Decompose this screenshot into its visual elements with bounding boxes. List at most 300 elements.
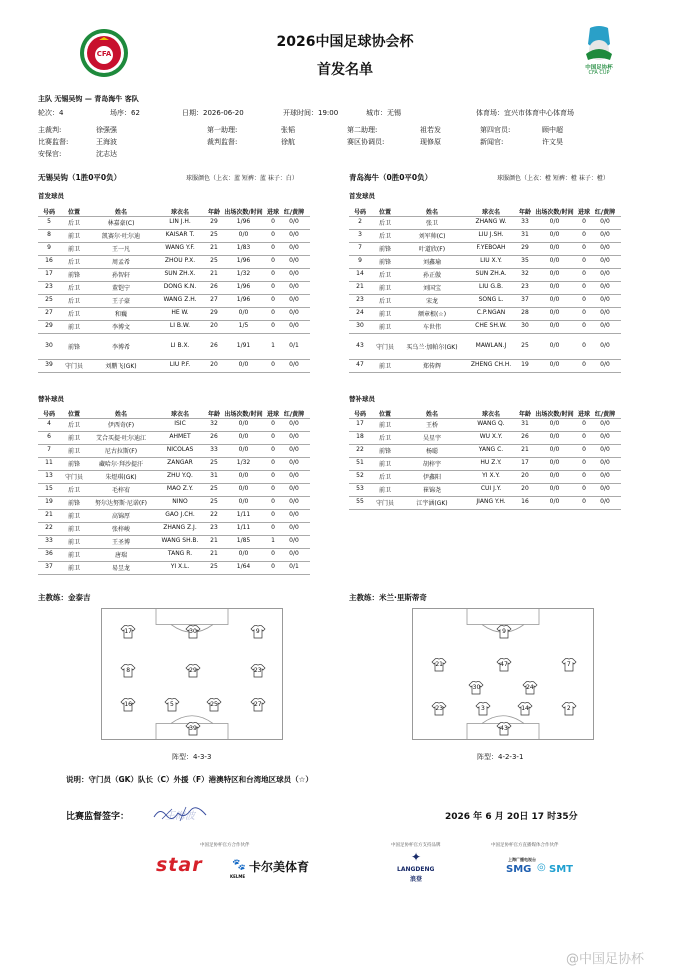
- away-subs-cell: 吴星宇: [422, 435, 441, 442]
- away-subs-cell: 0/0: [600, 433, 610, 440]
- home-starters-cell: 25: [45, 296, 53, 303]
- away-subs-cell: 0/0: [549, 459, 560, 466]
- home-subs-divider: [38, 522, 310, 523]
- home-starters-cell: 0: [271, 283, 275, 290]
- away-subs-cell: 0/0: [549, 433, 560, 440]
- home-starters-cell: 0/0: [289, 361, 299, 368]
- home-subs-cell: 0/0: [289, 485, 299, 492]
- official-name: 现修原: [420, 138, 441, 146]
- away-starters-cell: 前卫: [378, 285, 391, 292]
- away-subs-header-cell: 号码: [353, 411, 366, 418]
- home-starters-header-cell: 进球: [266, 209, 279, 216]
- away-starters-cell: 0: [582, 231, 586, 238]
- away-starters-heading: 首发球员: [349, 192, 375, 200]
- home-starters-cell: 林嘉豪(C): [107, 220, 135, 227]
- away-starters-header-cell: 年龄: [518, 209, 531, 216]
- home-subs-header-cell: 年龄: [207, 411, 220, 418]
- official-label: 第二助理:: [347, 126, 378, 134]
- player-number: 9: [255, 628, 260, 636]
- away-starters-cell: 0/0: [549, 361, 560, 368]
- home-subs-divider: [38, 574, 310, 575]
- home-subs-cell: GAO J.CH.: [165, 511, 195, 518]
- home-starters-header-cell: 姓名: [114, 209, 127, 216]
- home-starters-divider: [38, 320, 310, 321]
- sponsor-caption-official: 中国足协杯官方合作伙伴: [200, 843, 250, 848]
- away-starters-cell: 28: [521, 309, 529, 316]
- away-starters-cell: CHE SH.W.: [475, 322, 507, 329]
- away-subs-cell: 0: [582, 433, 586, 440]
- away-formation: 阵型：4-2-3-1: [477, 753, 524, 761]
- away-starters-cell: 3: [358, 231, 362, 238]
- away-subs-cell: 江宇涵(GK): [416, 500, 448, 507]
- official-label: 第一助理:: [207, 126, 238, 134]
- home-starters-cell: 李博文: [111, 324, 130, 331]
- player-number: 23: [253, 666, 262, 674]
- home-starters-cell: 21: [210, 270, 218, 277]
- home-starters-cell: 0/0: [289, 257, 299, 264]
- home-starters-divider: [38, 255, 310, 256]
- home-starters-header-cell: 号码: [42, 209, 55, 216]
- player-number: 2: [566, 704, 571, 712]
- home-subs-cell: 32: [210, 420, 218, 427]
- sponsor-caption-media: 中国足协杯官方直播媒体合作伙伴: [491, 843, 559, 848]
- home-subs-header-cell: 进球: [266, 411, 279, 418]
- home-starters-cell: 20: [210, 361, 218, 368]
- away-coach: [349, 592, 427, 603]
- kickoff-time: 开球时间：19:00: [283, 109, 339, 117]
- away-subs-cell: 前卫: [378, 487, 391, 494]
- home-starters-cell: 王一凡: [111, 246, 130, 253]
- away-subs-cell: 26: [521, 433, 529, 440]
- away-subs-header-cell: 年龄: [518, 411, 531, 418]
- home-subs-cell: 11: [45, 459, 53, 466]
- away-starters-divider: [349, 307, 621, 308]
- home-starters-divider: [38, 359, 310, 360]
- player-number: 24: [526, 683, 534, 691]
- away-starters-cell: 0/0: [549, 244, 560, 251]
- home-starters-cell: KAISAR T.: [165, 231, 195, 238]
- away-starters-cell: 0: [582, 283, 586, 290]
- away-subs-cell: YI X.Y.: [482, 472, 500, 479]
- player-shirt: [206, 698, 222, 712]
- signature-label: 比赛监督签字：: [66, 812, 130, 822]
- player-number: 7: [566, 660, 571, 668]
- home-starters-cell: 前锋: [67, 343, 80, 351]
- player-shirt: [250, 698, 266, 712]
- official-label: 新闻官:: [480, 138, 504, 146]
- home-subs-cell: 艾合买提·吐尔迪江: [96, 435, 146, 442]
- home-subs-cell: ISIC: [174, 420, 186, 427]
- home-starters-cell: 0/0: [238, 309, 249, 316]
- home-subs-cell: WANG SH.B.: [161, 537, 199, 544]
- away-subs-cell: HU Z.Y.: [480, 459, 502, 466]
- home-starters-cell: 1/32: [236, 270, 251, 277]
- home-starters-heading: 首发球员: [38, 192, 64, 200]
- player-shirt: [120, 664, 136, 678]
- player-shirt: [522, 681, 538, 695]
- home-subs-cell: 0/0: [238, 550, 249, 557]
- player-number: 27: [253, 701, 262, 709]
- home-starters-cell: 0: [271, 361, 275, 368]
- away-starters-cell: 宋龙: [425, 298, 438, 305]
- away-subs-header-cell: 球衣名: [481, 411, 500, 418]
- home-subs-cell: 高锦厚: [111, 513, 130, 520]
- home-subs-divider: [38, 470, 310, 471]
- player-number: 17: [124, 628, 132, 636]
- home-starters-cell: 1/96: [236, 283, 251, 290]
- away-starters-cell: 33: [521, 218, 529, 225]
- home-starters-cell: 后卫: [67, 220, 80, 227]
- away-subs-cell: 0/0: [549, 472, 560, 479]
- home-starters-cell: 凯赛尔·吐尔迪: [102, 233, 140, 240]
- away-starters-cell: 35: [521, 257, 529, 264]
- away-subs-cell: 31: [521, 420, 529, 427]
- home-subs-divider: [38, 496, 310, 497]
- away-subs-divider: [349, 457, 621, 458]
- langdeng-icon: ✦: [411, 850, 422, 864]
- page-title: 2026中国足球协会杯: [276, 34, 414, 50]
- away-subs-divider: [349, 509, 621, 510]
- away-starters-cell: 0/0: [600, 270, 610, 277]
- home-starters-header-cell: 球衣名: [170, 209, 189, 216]
- home-subs-header-cell: 姓名: [114, 411, 127, 418]
- home-starters-header-cell: 位置: [67, 209, 80, 216]
- away-subs-divider: [349, 470, 621, 471]
- away-starters-cell: 0: [582, 218, 586, 225]
- home-starters-cell: 29: [45, 322, 53, 329]
- home-starters-cell: 0/0: [289, 296, 299, 303]
- player-shirt: [468, 681, 484, 695]
- home-starters-cell: 王子豪: [111, 298, 130, 305]
- away-subs-cell: WU X.Y.: [479, 433, 503, 440]
- away-starters-header-cell: 球衣名: [481, 209, 500, 216]
- home-starters-cell: 0/1: [289, 341, 299, 349]
- official-name: 沈志达: [96, 150, 117, 158]
- away-starters-cell: 0: [582, 257, 586, 264]
- official-label: 第四官员:: [480, 126, 511, 134]
- away-starters-cell: 额章根(☆): [417, 311, 447, 318]
- home-subs-cell: 努尔达努斯·尼诺(F): [94, 500, 148, 507]
- home-subs-cell: 25: [210, 485, 218, 492]
- away-starters-cell: 后卫: [378, 220, 391, 227]
- home-subs-cell: 0/0: [238, 420, 249, 427]
- home-subs-cell: 25: [210, 498, 218, 505]
- official-name: 徐航: [281, 138, 295, 146]
- home-subs-cell: 守门员: [64, 474, 83, 481]
- home-starters-cell: 39: [45, 361, 53, 368]
- home-starters-cell: 周孟希: [111, 259, 130, 266]
- away-starters-cell: 0/0: [549, 296, 560, 303]
- smt-sponsor-logo: SMT: [549, 864, 573, 875]
- away-starters-cell: 前锋: [378, 246, 391, 253]
- home-subs-cell: 前卫: [67, 448, 80, 455]
- home-starters-cell: 9: [47, 244, 51, 251]
- away-subs-cell: 0/0: [549, 420, 560, 427]
- player-number: 21: [435, 660, 443, 668]
- away-subs-cell: 20: [521, 472, 529, 479]
- home-starters-cell: HE W.: [171, 309, 189, 316]
- home-starters-divider: [38, 294, 310, 295]
- away-coach-name: 米兰·里斯蒂奇: [379, 593, 427, 602]
- player-shirt: [496, 658, 512, 672]
- home-subs-cell: 0: [271, 563, 275, 570]
- home-starters-cell: 21: [210, 244, 218, 251]
- home-subs-divider: [38, 535, 310, 536]
- home-starters-cell: 后卫: [67, 259, 80, 266]
- away-starters-divider: [349, 320, 621, 321]
- player-shirt: [250, 625, 266, 639]
- home-starters-cell: LI B.X.: [170, 341, 190, 349]
- home-subs-cell: 31: [210, 472, 218, 479]
- home-subs-cell: 0/0: [289, 459, 299, 466]
- player-shirt: [561, 702, 577, 716]
- away-starters-header-cell: 位置: [378, 209, 391, 216]
- home-starters-divider: [38, 281, 310, 282]
- away-subs-cell: 伊鑫阳: [422, 474, 441, 481]
- home-subs-cell: 0/0: [289, 498, 299, 505]
- home-subs-cell: 王圣博: [111, 539, 130, 546]
- away-subs-cell: WANG Q.: [477, 420, 505, 427]
- home-subs-cell: 后卫: [67, 422, 80, 429]
- player-shirt: [164, 698, 180, 712]
- away-starters-cell: 0/0: [549, 341, 560, 349]
- home-starters-cell: 20: [210, 322, 218, 329]
- away-subs-cell: 52: [356, 472, 364, 479]
- home-coach-name: 金泰吉: [68, 593, 91, 602]
- away-subs-cell: 0: [582, 420, 586, 427]
- away-formation-pitch: [412, 608, 594, 740]
- away-subs-cell: 20: [521, 485, 529, 492]
- watermark: @中国足协杯: [566, 952, 645, 967]
- away-starters-cell: 0: [582, 309, 586, 316]
- home-starters-cell: 0/0: [289, 231, 299, 238]
- away-starters-cell: 前锋: [378, 259, 391, 266]
- away-starters-cell: 叶道欣(F): [418, 246, 446, 253]
- away-subs-cell: 0/0: [600, 498, 610, 505]
- away-subs-cell: 0/0: [600, 446, 610, 453]
- official-name: 徐强强: [96, 126, 117, 134]
- home-subs-cell: 0: [271, 420, 275, 427]
- away-subs-divider: [349, 496, 621, 497]
- home-subs-cell: 22: [210, 511, 218, 518]
- home-subs-divider: [38, 548, 310, 549]
- home-subs-cell: 0/0: [289, 472, 299, 479]
- home-subs-divider: [38, 431, 310, 432]
- away-subs-cell: 0/0: [549, 446, 560, 453]
- sponsor-caption-support: 中国足协杯官方支持品牌: [391, 843, 441, 848]
- home-subs-cell: 前卫: [67, 552, 80, 559]
- player-number: 8: [126, 666, 131, 674]
- home-subs-header-cell: 红/黄牌: [283, 411, 305, 418]
- home-subs-cell: 0/0: [238, 446, 249, 453]
- away-starters-cell: 郑传辉: [422, 363, 441, 370]
- away-starters-cell: 0/0: [600, 218, 610, 225]
- cfa-cup-logo-en: CFA CUP: [588, 70, 610, 76]
- home-subs-divider: [38, 509, 310, 510]
- away-subs-cell: 胡梓宇: [422, 461, 441, 468]
- away-starters-cell: 刘军帅(C): [418, 233, 446, 240]
- away-starters-cell: 后卫: [378, 298, 391, 305]
- home-subs-cell: 1/32: [236, 459, 251, 466]
- away-starters-divider: [349, 294, 621, 295]
- home-starters-header-cell: 年龄: [207, 209, 220, 216]
- home-subs-cell: 7: [47, 446, 51, 453]
- away-subs-divider: [349, 418, 621, 419]
- langdeng-sponsor-logo: LANGDENG: [397, 866, 435, 873]
- player-shirt: [185, 664, 201, 678]
- home-subs-cell: 0/0: [238, 485, 249, 492]
- away-subs-divider: [349, 431, 621, 432]
- home-subs-cell: 0: [271, 485, 275, 492]
- home-starters-cell: 守门员: [64, 363, 83, 370]
- away-starters-header-cell: 红/黄牌: [594, 209, 616, 216]
- home-starters-cell: 0: [271, 322, 275, 329]
- home-starters-cell: 董铠宁: [111, 285, 130, 292]
- stadium: 体育场：宜兴市体育中心体育场: [476, 109, 574, 117]
- home-starters-cell: 0/0: [289, 270, 299, 277]
- away-starters-cell: 守门员: [375, 343, 394, 351]
- player-shirt: [517, 702, 533, 716]
- away-starters-cell: 张卫: [425, 220, 438, 227]
- away-starters-cell: 车世伟: [422, 324, 441, 331]
- away-subs-cell: 0: [582, 498, 586, 505]
- home-subs-cell: ZHANG Z.J.: [163, 524, 197, 531]
- away-subs-cell: CUI J.Y.: [480, 485, 502, 492]
- away-starters-cell: 0: [582, 322, 586, 329]
- away-subs-cell: 22: [356, 446, 364, 453]
- home-starters-cell: 1: [271, 341, 275, 349]
- away-starters-header-cell: 姓名: [425, 209, 438, 216]
- match-number: 场序：62: [110, 109, 140, 117]
- player-shirt: [475, 702, 491, 716]
- player-number: 30: [189, 628, 197, 636]
- away-subs-cell: YANG C.: [478, 446, 504, 453]
- away-subs-cell: 0/0: [600, 459, 610, 466]
- away-starters-cell: 30: [521, 322, 529, 329]
- home-subs-cell: 21: [45, 511, 53, 518]
- away-subs-cell: 0: [582, 485, 586, 492]
- away-starters-cell: 31: [521, 231, 529, 238]
- home-subs-cell: 前卫: [67, 435, 80, 442]
- away-subs-header-cell: 出场次数/时间: [535, 411, 574, 418]
- home-subs-cell: 伊西奇(F): [107, 422, 135, 429]
- home-subs-cell: 37: [45, 563, 53, 570]
- home-subs-header-cell: 球衣名: [170, 411, 189, 418]
- home-starters-cell: 后卫: [67, 298, 80, 305]
- home-starters-cell: 0/0: [289, 218, 299, 225]
- home-subs-cell: 张梓峻: [111, 526, 130, 533]
- away-starters-cell: 32: [521, 270, 529, 277]
- home-subs-cell: 23: [210, 524, 218, 531]
- teams-line: 主队 无锡吴钩 — 青岛海牛 客队: [38, 95, 139, 103]
- home-starters-cell: 0: [271, 296, 275, 303]
- official-name: 张韬: [281, 126, 295, 134]
- away-starters-divider: [349, 255, 621, 256]
- kelme-sponsor-logo: 卡尔美体育: [249, 860, 310, 874]
- home-starters-cell: 后卫: [67, 285, 80, 292]
- away-starters-cell: MAWLAN.J: [475, 341, 507, 349]
- away-starters-cell: 0: [582, 270, 586, 277]
- home-starters-divider: [38, 307, 310, 308]
- away-subs-cell: 55: [356, 498, 364, 505]
- away-starters-divider: [349, 359, 621, 360]
- player-number: 9: [502, 628, 506, 636]
- away-starters-cell: 0/0: [600, 322, 610, 329]
- away-starters-cell: 0/0: [549, 322, 560, 329]
- away-subs-header-cell: 姓名: [425, 411, 438, 418]
- home-subs-cell: 0: [271, 433, 275, 440]
- home-subs-cell: 21: [210, 537, 218, 544]
- home-starters-cell: 李博希: [111, 343, 130, 351]
- home-subs-divider: [38, 561, 310, 562]
- home-subs-cell: 0: [271, 524, 275, 531]
- home-starters-divider: [38, 216, 310, 217]
- away-starters-cell: 孙正傲: [422, 272, 441, 279]
- home-starters-cell: 0: [271, 231, 275, 238]
- home-starters-cell: 26: [210, 283, 218, 290]
- player-number: 29: [189, 666, 197, 674]
- home-subs-cell: 1/11: [236, 511, 251, 518]
- home-subs-divider: [38, 483, 310, 484]
- away-subs-cell: 前锋: [378, 448, 391, 455]
- home-starters-cell: 0: [271, 244, 275, 251]
- away-starters-header-cell: 出场次数/时间: [535, 209, 574, 216]
- away-subs-cell: 崔锦尧: [422, 487, 441, 494]
- player-shirt: [120, 698, 136, 712]
- home-starters-divider: [38, 242, 310, 243]
- langdeng-sponsor-cn: 浪登: [410, 876, 423, 883]
- home-starters-cell: 0: [271, 257, 275, 264]
- official-name: 王海波: [96, 138, 117, 146]
- home-subs-cell: 0/0: [238, 498, 249, 505]
- away-starters-cell: 2: [358, 218, 362, 225]
- home-starters-cell: 26: [210, 341, 218, 349]
- home-subs-cell: AHMET: [169, 433, 191, 440]
- home-subs-cell: MAO Z.Y.: [166, 485, 194, 492]
- official-label: 比赛监督:: [38, 138, 69, 146]
- away-subs-cell: 53: [356, 485, 364, 492]
- away-starters-cell: 0: [582, 296, 586, 303]
- away-subs-cell: 0: [582, 459, 586, 466]
- away-starters-divider: [349, 216, 621, 217]
- away-subs-header-cell: 位置: [378, 411, 391, 418]
- smt-icon: ◎: [537, 862, 546, 873]
- away-starters-cell: SUN ZH.A.: [475, 270, 507, 277]
- home-starters-cell: 1/96: [236, 296, 251, 303]
- home-starters-cell: 0/0: [289, 244, 299, 251]
- player-shirt: [561, 658, 577, 672]
- home-starters-cell: 1/96: [236, 218, 251, 225]
- away-starters-cell: 前卫: [378, 324, 391, 331]
- home-starters-cell: 0/0: [238, 231, 249, 238]
- away-starters-cell: 刘鑫瑜: [422, 259, 441, 266]
- away-subs-cell: 王桥: [425, 422, 438, 429]
- away-subs-cell: 17: [356, 420, 364, 427]
- away-starters-cell: 前卫: [378, 363, 391, 370]
- home-subs-cell: 0/0: [289, 524, 299, 531]
- home-starters-cell: 孙智轩: [111, 272, 130, 279]
- away-subs-cell: 守门员: [375, 500, 394, 507]
- cfa-logo-text: CFA: [96, 50, 112, 58]
- home-starters-cell: 1/91: [236, 341, 251, 349]
- official-label: 主裁判:: [38, 126, 62, 134]
- away-starters-divider: [349, 281, 621, 282]
- official-name: 顾中超: [542, 126, 563, 134]
- home-subs-cell: 0: [271, 550, 275, 557]
- home-starters-divider: [38, 268, 310, 269]
- away-subs-cell: 0/0: [549, 485, 560, 492]
- home-subs-cell: 前卫: [67, 539, 80, 546]
